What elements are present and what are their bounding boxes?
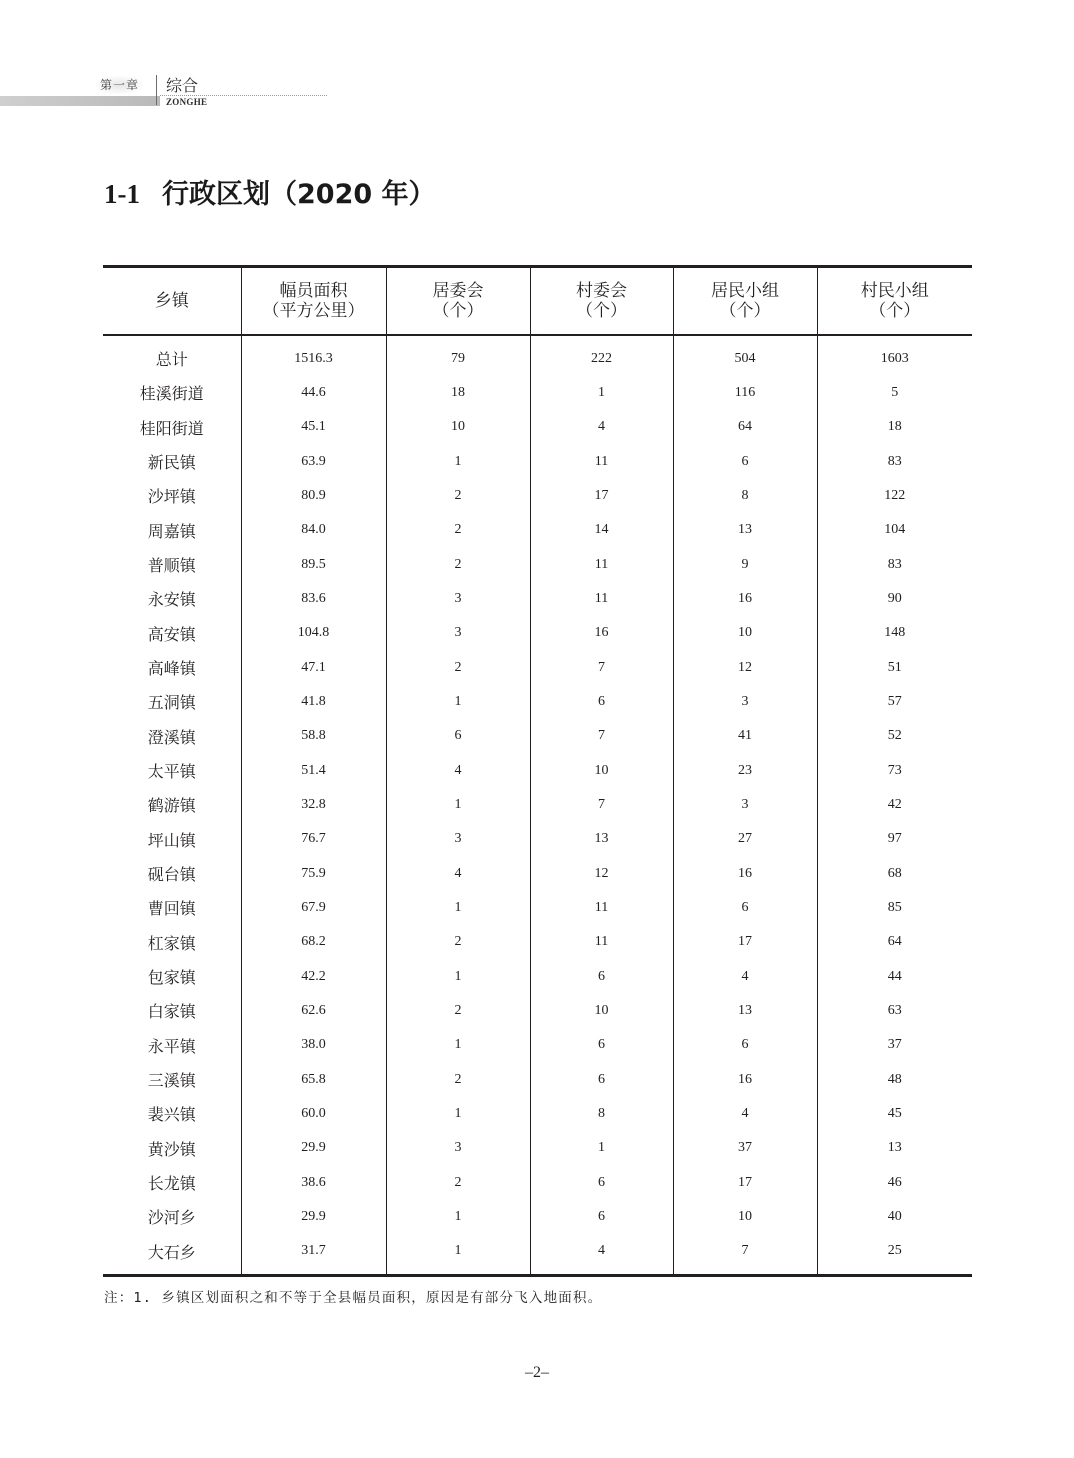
township-name-cell: 永平镇 <box>147 1036 196 1056</box>
table-cell: 6 <box>673 1028 817 1062</box>
table-cell: 6 <box>530 1062 673 1096</box>
table-cell: 1 <box>386 1234 530 1276</box>
table-row <box>103 1062 972 1096</box>
table-row <box>103 719 972 753</box>
table-cell: 16 <box>673 856 817 890</box>
township-name-cell: 大石乡 <box>103 1234 241 1276</box>
table-cell: 16 <box>673 1062 817 1096</box>
table-cell: 4 <box>386 856 530 890</box>
township-name-cell: 桂溪街道 <box>139 384 204 404</box>
table-row <box>103 376 972 410</box>
chapter-label: 第一章 <box>96 76 143 94</box>
table-cell: 90 <box>817 582 972 616</box>
table-cell: 83 <box>817 444 972 478</box>
table-cell: 17 <box>673 925 817 959</box>
table-cell: 148 <box>817 616 972 650</box>
table-cell: 122 <box>817 479 972 513</box>
table-cell: 97 <box>817 822 972 856</box>
table-cell: 3 <box>386 822 530 856</box>
table-cell: 18 <box>817 410 972 444</box>
township-name-cell: 鹤游镇 <box>147 796 196 816</box>
table-cell: 13 <box>673 994 817 1028</box>
table-cell: 1 <box>386 1200 530 1234</box>
township-name-cell: 包家镇 <box>147 968 196 988</box>
table-cell: 104.8 <box>241 616 386 650</box>
township-name-cell: 裴兴镇 <box>147 1105 196 1125</box>
table-row <box>103 753 972 787</box>
table-cell: 37 <box>817 1028 972 1062</box>
table-cell: 6 <box>386 719 530 753</box>
header-separator <box>156 75 157 105</box>
table-row <box>103 650 972 684</box>
township-name-cell: 黄沙镇 <box>147 1139 196 1159</box>
table-row <box>103 582 972 616</box>
column-header-line1: 居民小组 <box>711 280 779 301</box>
table-cell: 64 <box>817 925 972 959</box>
page-number: –2– <box>525 1364 549 1381</box>
table-cell: 12 <box>530 856 673 890</box>
township-name-cell: 永安镇 <box>147 590 196 610</box>
table-cell: 12 <box>673 650 817 684</box>
column-header-line1: 村民小组 <box>860 280 929 301</box>
table-cell: 11 <box>530 925 673 959</box>
table-cell: 6 <box>530 1200 673 1234</box>
township-name-cell: 高安镇 <box>147 624 196 644</box>
table-cell: 38.6 <box>241 1165 386 1199</box>
table-cell: 504 <box>673 335 817 376</box>
table-cell: 2 <box>386 994 530 1028</box>
township-name-cell: 新民镇 <box>147 453 196 473</box>
table-cell: 3 <box>673 685 817 719</box>
table-cell: 52 <box>817 719 972 753</box>
table-cell: 6 <box>673 891 817 925</box>
table-cell: 80.9 <box>241 479 386 513</box>
table-header-row <box>103 267 972 335</box>
table-cell: 73 <box>817 753 972 787</box>
table-cell: 14 <box>530 513 673 547</box>
table-cell: 83.6 <box>241 582 386 616</box>
table-cell: 83 <box>817 547 972 581</box>
table-cell: 17 <box>673 1165 817 1199</box>
table-cell: 76.7 <box>241 822 386 856</box>
township-name-cell: 桂阳街道 <box>139 418 204 438</box>
table-cell: 2 <box>386 1165 530 1199</box>
table-row <box>103 616 972 650</box>
table-cell: 41 <box>673 719 817 753</box>
column-header-township <box>103 267 241 335</box>
table-cell: 6 <box>673 444 817 478</box>
table-cell: 13 <box>673 513 817 547</box>
table-cell: 63 <box>817 994 972 1028</box>
table-cell: 2 <box>386 1062 530 1096</box>
table-cell: 10 <box>530 753 673 787</box>
table-cell: 58.8 <box>241 719 386 753</box>
table-cell: 6 <box>530 1165 673 1199</box>
table-cell: 2 <box>386 650 530 684</box>
township-name-cell: 普顺镇 <box>147 556 196 576</box>
township-name-cell: 沙河乡 <box>147 1208 196 1228</box>
table-row <box>103 1165 972 1199</box>
table-cell: 42.2 <box>241 959 386 993</box>
column-header-line1: 居委会 <box>432 280 484 301</box>
table-cell: 222 <box>530 335 673 376</box>
table-cell: 1 <box>530 376 673 410</box>
table-cell: 16 <box>673 582 817 616</box>
township-name-cell: 三溪镇 <box>147 1071 196 1091</box>
table-cell: 1516.3 <box>241 335 386 376</box>
table-cell: 2 <box>386 925 530 959</box>
table-cell: 68.2 <box>241 925 386 959</box>
table-row <box>103 856 972 890</box>
table-cell: 104 <box>817 513 972 547</box>
admin-division-table <box>103 265 972 1277</box>
table-cell: 8 <box>530 1097 673 1131</box>
table-cell: 10 <box>673 616 817 650</box>
section-title: 综合 <box>166 76 199 95</box>
table-cell: 60.0 <box>241 1097 386 1131</box>
table-cell: 1 <box>386 444 530 478</box>
table-cell: 40 <box>817 1200 972 1234</box>
township-name-cell: 周嘉镇 <box>147 521 196 541</box>
table-cell: 46 <box>817 1165 972 1199</box>
header-gray-bar <box>0 96 160 106</box>
table-cell: 41.8 <box>241 685 386 719</box>
table-cell: 17 <box>530 479 673 513</box>
table-cell: 1 <box>386 959 530 993</box>
table-cell: 1 <box>386 685 530 719</box>
township-name-cell: 五洞镇 <box>147 693 196 713</box>
table-cell: 7 <box>530 788 673 822</box>
table-body <box>103 335 972 1276</box>
table-cell: 7 <box>673 1234 817 1276</box>
table-cell: 2 <box>386 547 530 581</box>
table-cell: 1 <box>530 1131 673 1165</box>
column-header-line2: （个） <box>719 300 771 321</box>
table-cell: 38.0 <box>241 1028 386 1062</box>
table-cell: 2 <box>386 479 530 513</box>
table-cell: 11 <box>530 891 673 925</box>
column-header-resident-groups <box>673 267 817 335</box>
table-cell: 11 <box>530 582 673 616</box>
township-name-cell: 坪山镇 <box>147 830 196 850</box>
table-cell: 44 <box>817 959 972 993</box>
column-header-resident-committees <box>386 267 530 335</box>
table-cell: 6 <box>530 685 673 719</box>
column-header-line2: （个） <box>576 300 627 321</box>
township-name-cell: 沙坪镇 <box>147 487 196 507</box>
table-title <box>104 172 436 211</box>
township-name-cell: 太平镇 <box>147 762 196 782</box>
table-cell: 45 <box>817 1097 972 1131</box>
table-cell: 45.1 <box>241 410 386 444</box>
table-cell: 13 <box>817 1131 972 1165</box>
township-name-cell: 白家镇 <box>147 1002 196 1022</box>
table-cell: 4 <box>673 1097 817 1131</box>
township-name-cell: 高峰镇 <box>147 659 196 679</box>
table-cell: 32.8 <box>241 788 386 822</box>
table-cell: 116 <box>673 376 817 410</box>
table-cell: 48 <box>817 1062 972 1096</box>
table-number: 1-1 <box>104 179 140 209</box>
table-cell: 31.7 <box>241 1234 386 1276</box>
table-cell: 1 <box>386 891 530 925</box>
township-name-cell: 澄溪镇 <box>147 727 196 747</box>
table-cell: 6 <box>530 959 673 993</box>
table-cell: 4 <box>530 1234 673 1276</box>
township-name-cell: 曹回镇 <box>147 899 196 919</box>
table-row <box>103 1200 972 1234</box>
table-cell: 7 <box>530 650 673 684</box>
table-row <box>103 410 972 444</box>
table-cell: 4 <box>386 753 530 787</box>
table-cell: 1 <box>386 788 530 822</box>
table-row <box>103 788 972 822</box>
column-header-line1: 幅员面积 <box>279 280 348 301</box>
table-cell: 8 <box>673 479 817 513</box>
table-cell: 11 <box>530 444 673 478</box>
table-cell: 29.9 <box>241 1200 386 1234</box>
table-row <box>103 925 972 959</box>
table-cell: 85 <box>817 891 972 925</box>
table-cell: 27 <box>673 822 817 856</box>
table-cell: 51 <box>817 650 972 684</box>
table-cell: 62.6 <box>241 994 386 1028</box>
table-cell: 89.5 <box>241 547 386 581</box>
table-cell: 1 <box>386 1028 530 1062</box>
table-cell: 4 <box>673 959 817 993</box>
table-cell: 5 <box>817 376 972 410</box>
table-cell: 25 <box>817 1234 972 1276</box>
table-cell: 1603 <box>817 335 972 376</box>
table-row <box>103 1234 972 1276</box>
column-header-village-committees <box>530 267 673 335</box>
township-name-cell: 杠家镇 <box>147 933 196 953</box>
table-cell: 3 <box>673 788 817 822</box>
table-cell: 11 <box>530 547 673 581</box>
table-cell: 51.4 <box>241 753 386 787</box>
township-name-cell: 长龙镇 <box>147 1174 196 1194</box>
section-subtitle: ZONGHE <box>166 97 208 107</box>
table-row <box>103 547 972 581</box>
table-cell: 44.6 <box>241 376 386 410</box>
table-cell: 1 <box>386 1097 530 1131</box>
table-cell: 3 <box>386 1131 530 1165</box>
table-row <box>103 994 972 1028</box>
table-row <box>103 685 972 719</box>
column-header-line1: 村委会 <box>576 280 627 301</box>
table-cell: 64 <box>673 410 817 444</box>
table-cell: 16 <box>530 616 673 650</box>
footnote: 注：1. 乡镇区划面积之和不等于全县幅员面积，原因是有部分飞入地面积。 <box>104 1290 603 1306</box>
table-cell: 57 <box>817 685 972 719</box>
table-cell: 10 <box>530 994 673 1028</box>
table-cell: 10 <box>673 1200 817 1234</box>
table-cell: 68 <box>817 856 972 890</box>
table-cell: 2 <box>386 513 530 547</box>
column-header-line2: （个） <box>869 300 921 321</box>
table-cell: 3 <box>386 582 530 616</box>
table-row <box>103 1028 972 1062</box>
table-cell: 67.9 <box>241 891 386 925</box>
table-row <box>103 959 972 993</box>
table-cell: 9 <box>673 547 817 581</box>
table-cell: 63.9 <box>241 444 386 478</box>
table-cell: 13 <box>530 822 673 856</box>
table-cell: 6 <box>530 1028 673 1062</box>
table-row-total <box>103 335 972 376</box>
table-cell: 7 <box>530 719 673 753</box>
table-cell: 4 <box>530 410 673 444</box>
table-cell: 65.8 <box>241 1062 386 1096</box>
table-title-text: 行政区划（2020 年） <box>162 179 436 210</box>
column-header-line2: （个） <box>432 300 484 321</box>
table-row <box>103 479 972 513</box>
table-cell: 23 <box>673 753 817 787</box>
table-row <box>103 1097 972 1131</box>
table-cell: 37 <box>673 1131 817 1165</box>
table-cell: 10 <box>386 410 530 444</box>
township-name-cell: 砚台镇 <box>147 865 196 885</box>
table-row <box>103 1131 972 1165</box>
table-row <box>103 822 972 856</box>
table-cell: 42 <box>817 788 972 822</box>
table-cell: 47.1 <box>241 650 386 684</box>
table-row <box>103 444 972 478</box>
table-cell: 18 <box>386 376 530 410</box>
table-row <box>103 891 972 925</box>
column-header-line2: （平方公里） <box>262 300 365 321</box>
column-header-area <box>241 267 386 335</box>
township-name-cell: 总计 <box>155 350 188 370</box>
column-header-villager-groups <box>817 267 972 335</box>
table-cell: 84.0 <box>241 513 386 547</box>
table-cell: 75.9 <box>241 856 386 890</box>
table-cell: 79 <box>386 335 530 376</box>
table-row <box>103 513 972 547</box>
table-cell: 3 <box>386 616 530 650</box>
table-cell: 29.9 <box>241 1131 386 1165</box>
column-header-line1: 乡镇 <box>154 290 189 311</box>
